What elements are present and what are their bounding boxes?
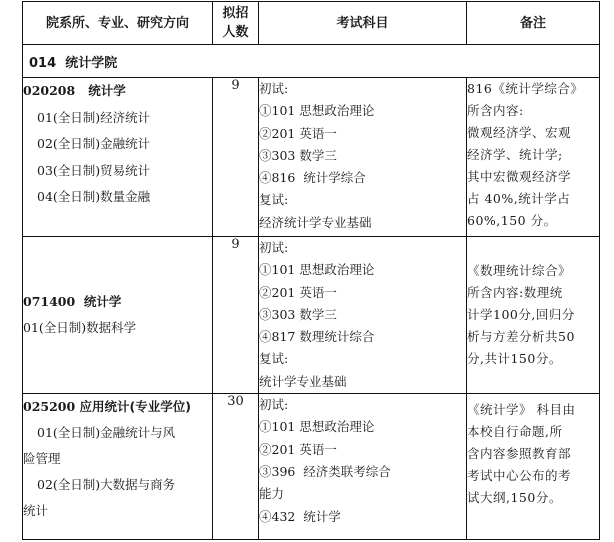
- note-line: 其中宏微观经济学: [467, 169, 572, 184]
- note-line: 占 40%,统计学占: [467, 191, 571, 206]
- note-line: 所含内容:数理统: [467, 285, 563, 301]
- exams-cell: [259, 237, 467, 394]
- section-title: 014 统计学院: [23, 45, 600, 78]
- program-cell: [23, 78, 213, 237]
- major-title: [23, 78, 212, 105]
- table-row: [23, 394, 600, 540]
- header-quota-line2: 人数: [222, 25, 249, 40]
- section-row: [23, 45, 600, 78]
- direction-item: 02(全日制)金融统计: [37, 136, 151, 151]
- note-line: 含内容参照教育部: [467, 446, 572, 462]
- exam-subject: ④817 数理统计综合: [259, 329, 375, 345]
- exam-subject: ①101 思想政治理论: [259, 419, 375, 435]
- direction-item: 01(全日制)金融统计与风: [37, 425, 176, 441]
- table-row: [23, 237, 600, 394]
- notes-cell: [467, 237, 600, 394]
- note-line: 所含内容:: [467, 103, 524, 118]
- major-name: 统计学: [83, 293, 122, 309]
- direction-item: 01(全日制)经济统计: [37, 109, 151, 125]
- header-notes: 备注: [467, 2, 600, 45]
- prelim-label: 初试:: [259, 397, 289, 413]
- exams-cell: [259, 78, 467, 237]
- direction-item: 03(全日制)贸易统计: [37, 162, 151, 178]
- table-header-row: [23, 2, 600, 45]
- major-code: 071400: [23, 293, 76, 309]
- retest-subject: 经济统计学专业基础: [259, 214, 372, 230]
- admissions-table: [22, 1, 600, 540]
- major-code: 020208: [23, 83, 76, 98]
- note-line: 60%,150 分。: [467, 213, 557, 228]
- exam-subject: ④432 统计学: [259, 508, 341, 524]
- program-cell: [23, 394, 213, 540]
- quota-cell: 30: [213, 394, 259, 540]
- direction-item: 02(全日制)大数据与商务: [37, 477, 176, 493]
- exams-cell: [259, 394, 467, 540]
- exam-subject: ②201 英语一: [259, 284, 337, 300]
- prelim-label: 初试:: [259, 240, 289, 255]
- note-line: 考试中心公布的考: [467, 468, 572, 484]
- retest-label: 复试:: [259, 192, 289, 208]
- major-name: 统计学: [88, 83, 126, 98]
- header-exams: 考试科目: [259, 2, 467, 45]
- major-title: [23, 289, 212, 316]
- major-title: [23, 394, 212, 420]
- retest-label: 复试:: [259, 351, 289, 367]
- direction-item-continued: 统计: [23, 503, 49, 519]
- notes-cell: [467, 78, 600, 237]
- note-line: 816《统计学综合》: [467, 81, 584, 96]
- note-line: 分,共计150分。: [467, 351, 562, 367]
- exam-subject-continued: 能力: [259, 486, 285, 502]
- direction-item-continued: 险管理: [23, 451, 61, 467]
- note-line: 本校自行命题,所: [467, 424, 563, 440]
- note-line: 试大纲,150分。: [467, 490, 562, 506]
- quota-cell: 9: [213, 78, 259, 237]
- notes-cell: [467, 394, 600, 540]
- exam-subject: ②201 英语一: [259, 441, 337, 457]
- note-line: 《数理统计综合》: [467, 263, 572, 279]
- major-name: 应用统计(专业学位): [79, 399, 191, 415]
- quota-cell: 9: [213, 237, 259, 394]
- note-line: 《统计学》 科目由: [467, 402, 576, 418]
- exam-subject: ①101 思想政治理论: [259, 262, 375, 278]
- direction-item: 01(全日制)数据科学: [23, 320, 137, 336]
- exam-subject: ③303 数学三: [259, 306, 337, 322]
- exam-subject: ③303 数学三: [259, 147, 337, 163]
- exam-subject: ③396 经济类联考综合: [259, 463, 391, 479]
- exam-subject: ②201 英语一: [259, 125, 337, 141]
- note-line: 经济学、统计学;: [467, 147, 563, 162]
- note-line: 计学100分,回归分: [467, 307, 575, 323]
- header-quota-line1: 拟招: [222, 6, 249, 21]
- direction-item: 04(全日制)数量金融: [37, 189, 151, 204]
- exam-subject: ①101 思想政治理论: [259, 103, 375, 119]
- header-program: 院系所、专业、研究方向: [23, 2, 213, 45]
- prelim-label: 初试:: [259, 81, 289, 96]
- program-cell: [23, 237, 213, 394]
- note-line: 微观经济学、宏观: [467, 125, 572, 140]
- header-quota: [213, 2, 259, 45]
- exam-subject: ④816 统计学综合: [259, 170, 366, 186]
- note-line: 析与方差分析共50: [467, 329, 575, 345]
- major-code: 025200: [23, 399, 76, 415]
- table-row: [23, 78, 600, 237]
- retest-subject: 统计学专业基础: [259, 373, 347, 389]
